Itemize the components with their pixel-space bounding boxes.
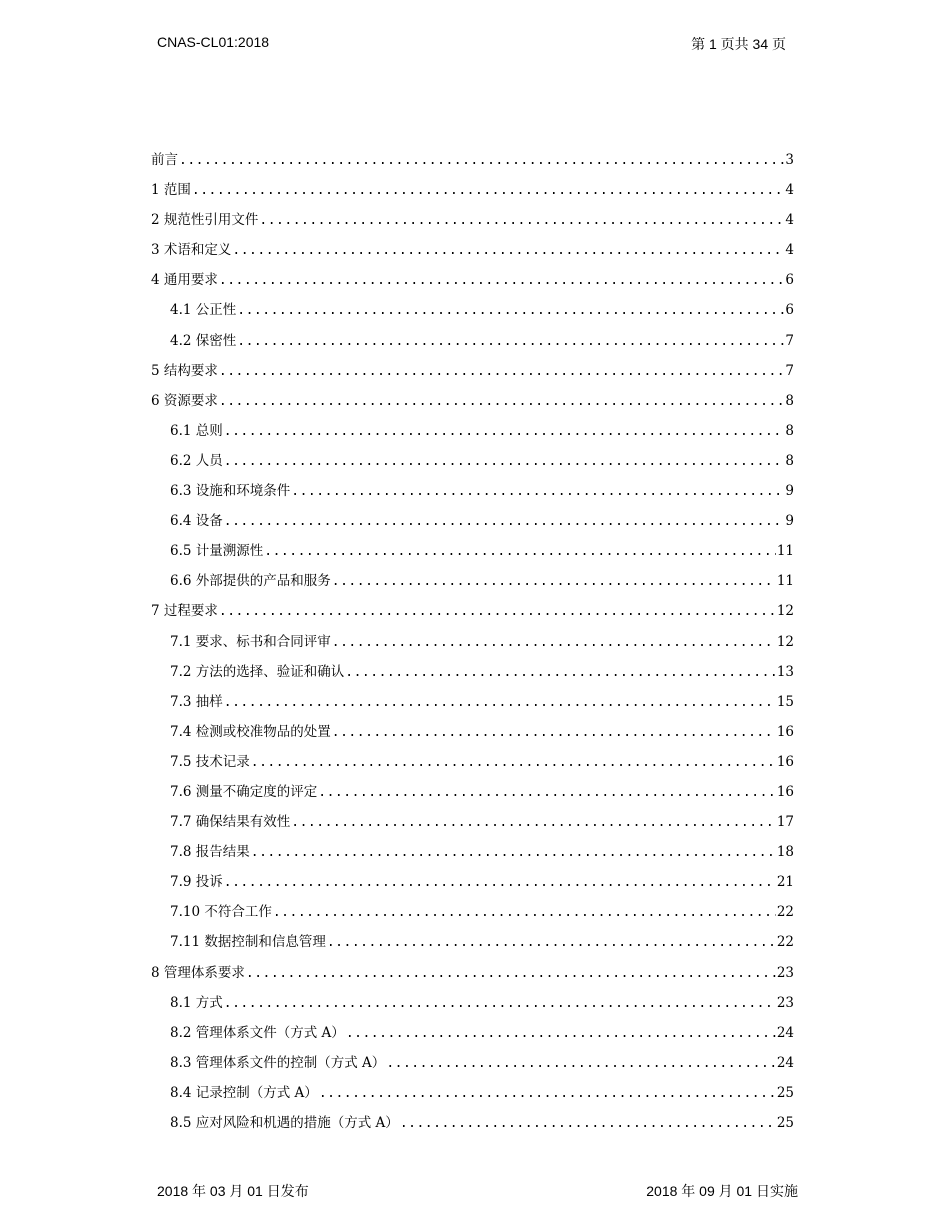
toc-entry-page: 17 xyxy=(776,814,794,831)
toc-entry[interactable] xyxy=(151,988,794,1018)
toc-entry-page: 3 xyxy=(785,152,794,168)
toc-dot-leader xyxy=(237,296,784,326)
toc-entry-title: 6 资源要求 xyxy=(151,392,218,409)
toc-entry-page: 8 xyxy=(785,422,794,439)
toc-entry[interactable] xyxy=(151,897,794,927)
toc-entry[interactable] xyxy=(151,867,794,897)
toc-entry-title: 7.11 数据控制和信息管理 xyxy=(170,934,326,951)
toc-entry[interactable] xyxy=(151,1078,794,1108)
toc-entry-title: 7.8 报告结果 xyxy=(170,844,250,861)
toc-dot-leader xyxy=(332,567,776,597)
toc-entry-title: 8 管理体系要求 xyxy=(151,964,245,981)
toc-dot-leader xyxy=(251,838,776,868)
toc-dot-leader xyxy=(224,688,776,718)
toc-dot-leader xyxy=(346,1019,776,1049)
toc-entry-page: 7 xyxy=(785,332,794,349)
toc-entry[interactable] xyxy=(151,145,794,175)
toc-entry-title: 前言 xyxy=(151,152,178,168)
toc-entry-page: 4 xyxy=(785,242,794,259)
toc-entry-page: 8 xyxy=(785,452,794,469)
toc-dot-leader xyxy=(273,898,776,928)
toc-entry[interactable] xyxy=(151,837,794,867)
toc-entry-page: 12 xyxy=(776,603,794,620)
toc-entry-title: 1 范围 xyxy=(151,182,191,199)
toc-entry-page: 22 xyxy=(776,904,794,921)
toc-entry-page: 11 xyxy=(776,543,794,560)
toc-entry[interactable] xyxy=(151,295,794,325)
toc-dot-leader xyxy=(224,868,776,898)
toc-entry-title: 7.10 不符合工作 xyxy=(170,904,272,921)
toc-entry-title: 8.5 应对风险和机遇的措施（方式 A） xyxy=(170,1115,399,1131)
toc-entry[interactable] xyxy=(151,446,794,476)
toc-entry[interactable] xyxy=(151,596,794,626)
toc-dot-leader xyxy=(192,176,785,206)
toc-entry-page: 21 xyxy=(776,874,794,891)
toc-entry[interactable] xyxy=(151,1048,794,1078)
toc-dot-leader xyxy=(291,477,784,507)
toc-entry[interactable] xyxy=(151,747,794,777)
toc-entry[interactable] xyxy=(151,265,794,295)
toc-entry-page: 12 xyxy=(776,633,794,650)
toc-dot-leader xyxy=(251,748,776,778)
toc-entry-title: 4 通用要求 xyxy=(151,272,218,289)
toc-entry[interactable] xyxy=(151,807,794,837)
toc-entry-page: 23 xyxy=(776,994,794,1011)
toc-entry-page: 22 xyxy=(776,934,794,951)
toc-dot-leader xyxy=(318,778,776,808)
toc-entry-title: 3 术语和定义 xyxy=(151,242,232,259)
toc-dot-leader xyxy=(246,959,776,989)
toc-dot-leader xyxy=(232,236,784,266)
toc-entry[interactable] xyxy=(151,506,794,536)
publish-date: 2018 年 03 月 01 日发布 xyxy=(157,1183,309,1199)
toc-entry-page: 8 xyxy=(785,392,794,409)
toc-entry[interactable] xyxy=(151,657,794,687)
toc-entry-page: 23 xyxy=(776,964,794,981)
toc-entry-title: 8.1 方式 xyxy=(170,994,223,1011)
toc-entry-page: 13 xyxy=(776,663,794,680)
toc-entry-title: 7.3 抽样 xyxy=(170,693,223,710)
toc-dot-leader xyxy=(327,928,776,958)
toc-entry-page: 24 xyxy=(776,1024,794,1041)
toc-entry-page: 7 xyxy=(785,362,794,379)
toc-entry-title: 6.1 总则 xyxy=(170,422,223,439)
toc-entry-page: 4 xyxy=(785,182,794,199)
toc-entry-title: 5 结构要求 xyxy=(151,362,218,379)
toc-entry[interactable] xyxy=(151,1018,794,1048)
toc-entry[interactable] xyxy=(151,777,794,807)
toc-entry[interactable] xyxy=(151,205,794,235)
toc-entry[interactable] xyxy=(151,927,794,957)
toc-entry-title: 8.2 管理体系文件（方式 A） xyxy=(170,1024,345,1041)
toc-entry[interactable] xyxy=(151,566,794,596)
toc-entry[interactable] xyxy=(151,627,794,657)
toc-entry-title: 7.1 要求、标书和合同评审 xyxy=(170,633,331,650)
toc-entry-title: 6.4 设备 xyxy=(170,513,223,530)
toc-entry-title: 7.6 测量不确定度的评定 xyxy=(170,783,318,800)
toc-entry[interactable] xyxy=(151,958,794,988)
toc-entry[interactable] xyxy=(151,416,794,446)
toc-entry-title: 6.2 人员 xyxy=(170,452,223,469)
toc-dot-leader xyxy=(224,989,776,1019)
toc-entry-title: 7 过程要求 xyxy=(151,603,218,620)
toc-entry-title: 7.5 技术记录 xyxy=(170,753,250,770)
toc-dot-leader xyxy=(219,357,785,387)
toc-entry[interactable] xyxy=(151,717,794,747)
toc-entry[interactable] xyxy=(151,476,794,506)
toc-entry-page: 6 xyxy=(785,272,794,289)
toc-entry-page: 9 xyxy=(785,513,794,530)
toc-entry-title: 8.3 管理体系文件的控制（方式 A） xyxy=(170,1054,386,1071)
page-number-info: 第 1 页共 34 页 xyxy=(691,36,786,52)
toc-entry-page: 25 xyxy=(776,1115,794,1131)
toc-dot-leader xyxy=(291,808,776,838)
toc-entry[interactable] xyxy=(151,1108,794,1138)
toc-dot-leader xyxy=(237,327,784,357)
toc-dot-leader xyxy=(219,597,776,627)
toc-entry-page: 11 xyxy=(776,573,794,590)
toc-dot-leader xyxy=(332,628,776,658)
toc-entry-page: 25 xyxy=(776,1084,794,1101)
toc-dot-leader xyxy=(224,447,785,477)
toc-entry[interactable] xyxy=(151,687,794,717)
toc-dot-leader xyxy=(319,1079,776,1109)
toc-entry-page: 4 xyxy=(785,212,794,229)
toc-entry-page: 16 xyxy=(776,753,794,770)
toc-dot-leader xyxy=(345,658,776,688)
table-of-contents xyxy=(151,145,794,1138)
toc-dot-leader xyxy=(224,417,785,447)
toc-entry-page: 9 xyxy=(785,483,794,500)
toc-entry[interactable] xyxy=(151,356,794,386)
toc-dot-leader xyxy=(224,507,785,537)
toc-entry-page: 16 xyxy=(776,723,794,740)
toc-entry[interactable] xyxy=(151,235,794,265)
toc-entry[interactable] xyxy=(151,386,794,416)
document-code: CNAS-CL01:2018 xyxy=(157,34,270,50)
toc-entry-title: 6.6 外部提供的产品和服务 xyxy=(170,573,331,590)
toc-entry-page: 24 xyxy=(776,1054,794,1071)
toc-dot-leader xyxy=(219,387,785,417)
toc-entry[interactable] xyxy=(151,326,794,356)
toc-dot-leader xyxy=(400,1109,776,1139)
toc-entry-title: 8.4 记录控制（方式 A） xyxy=(170,1084,318,1101)
toc-entry-page: 18 xyxy=(776,844,794,861)
toc-dot-leader xyxy=(179,146,784,176)
toc-entry-page: 16 xyxy=(776,783,794,800)
effective-date: 2018 年 09 月 01 日实施 xyxy=(646,1183,798,1199)
toc-dot-leader xyxy=(386,1049,776,1079)
toc-entry-title: 6.3 设施和环境条件 xyxy=(170,483,291,500)
toc-entry-page: 15 xyxy=(776,693,794,710)
toc-dot-leader xyxy=(332,718,776,748)
toc-entry-title: 7.7 确保结果有效性 xyxy=(170,814,291,831)
toc-entry-title: 6.5 计量溯源性 xyxy=(170,543,264,560)
toc-entry[interactable] xyxy=(151,175,794,205)
toc-entry-title: 4.1 公正性 xyxy=(170,302,237,319)
toc-entry-page: 6 xyxy=(785,302,794,319)
toc-dot-leader xyxy=(264,537,776,567)
toc-entry[interactable] xyxy=(151,536,794,566)
toc-entry-title: 4.2 保密性 xyxy=(170,332,237,349)
toc-entry-title: 7.4 检测或校准物品的处置 xyxy=(170,723,331,740)
toc-dot-leader xyxy=(259,206,784,236)
toc-entry-title: 7.9 投诉 xyxy=(170,874,223,891)
toc-entry-title: 2 规范性引用文件 xyxy=(151,212,259,229)
toc-dot-leader xyxy=(219,266,785,296)
toc-entry-title: 7.2 方法的选择、验证和确认 xyxy=(170,663,345,680)
